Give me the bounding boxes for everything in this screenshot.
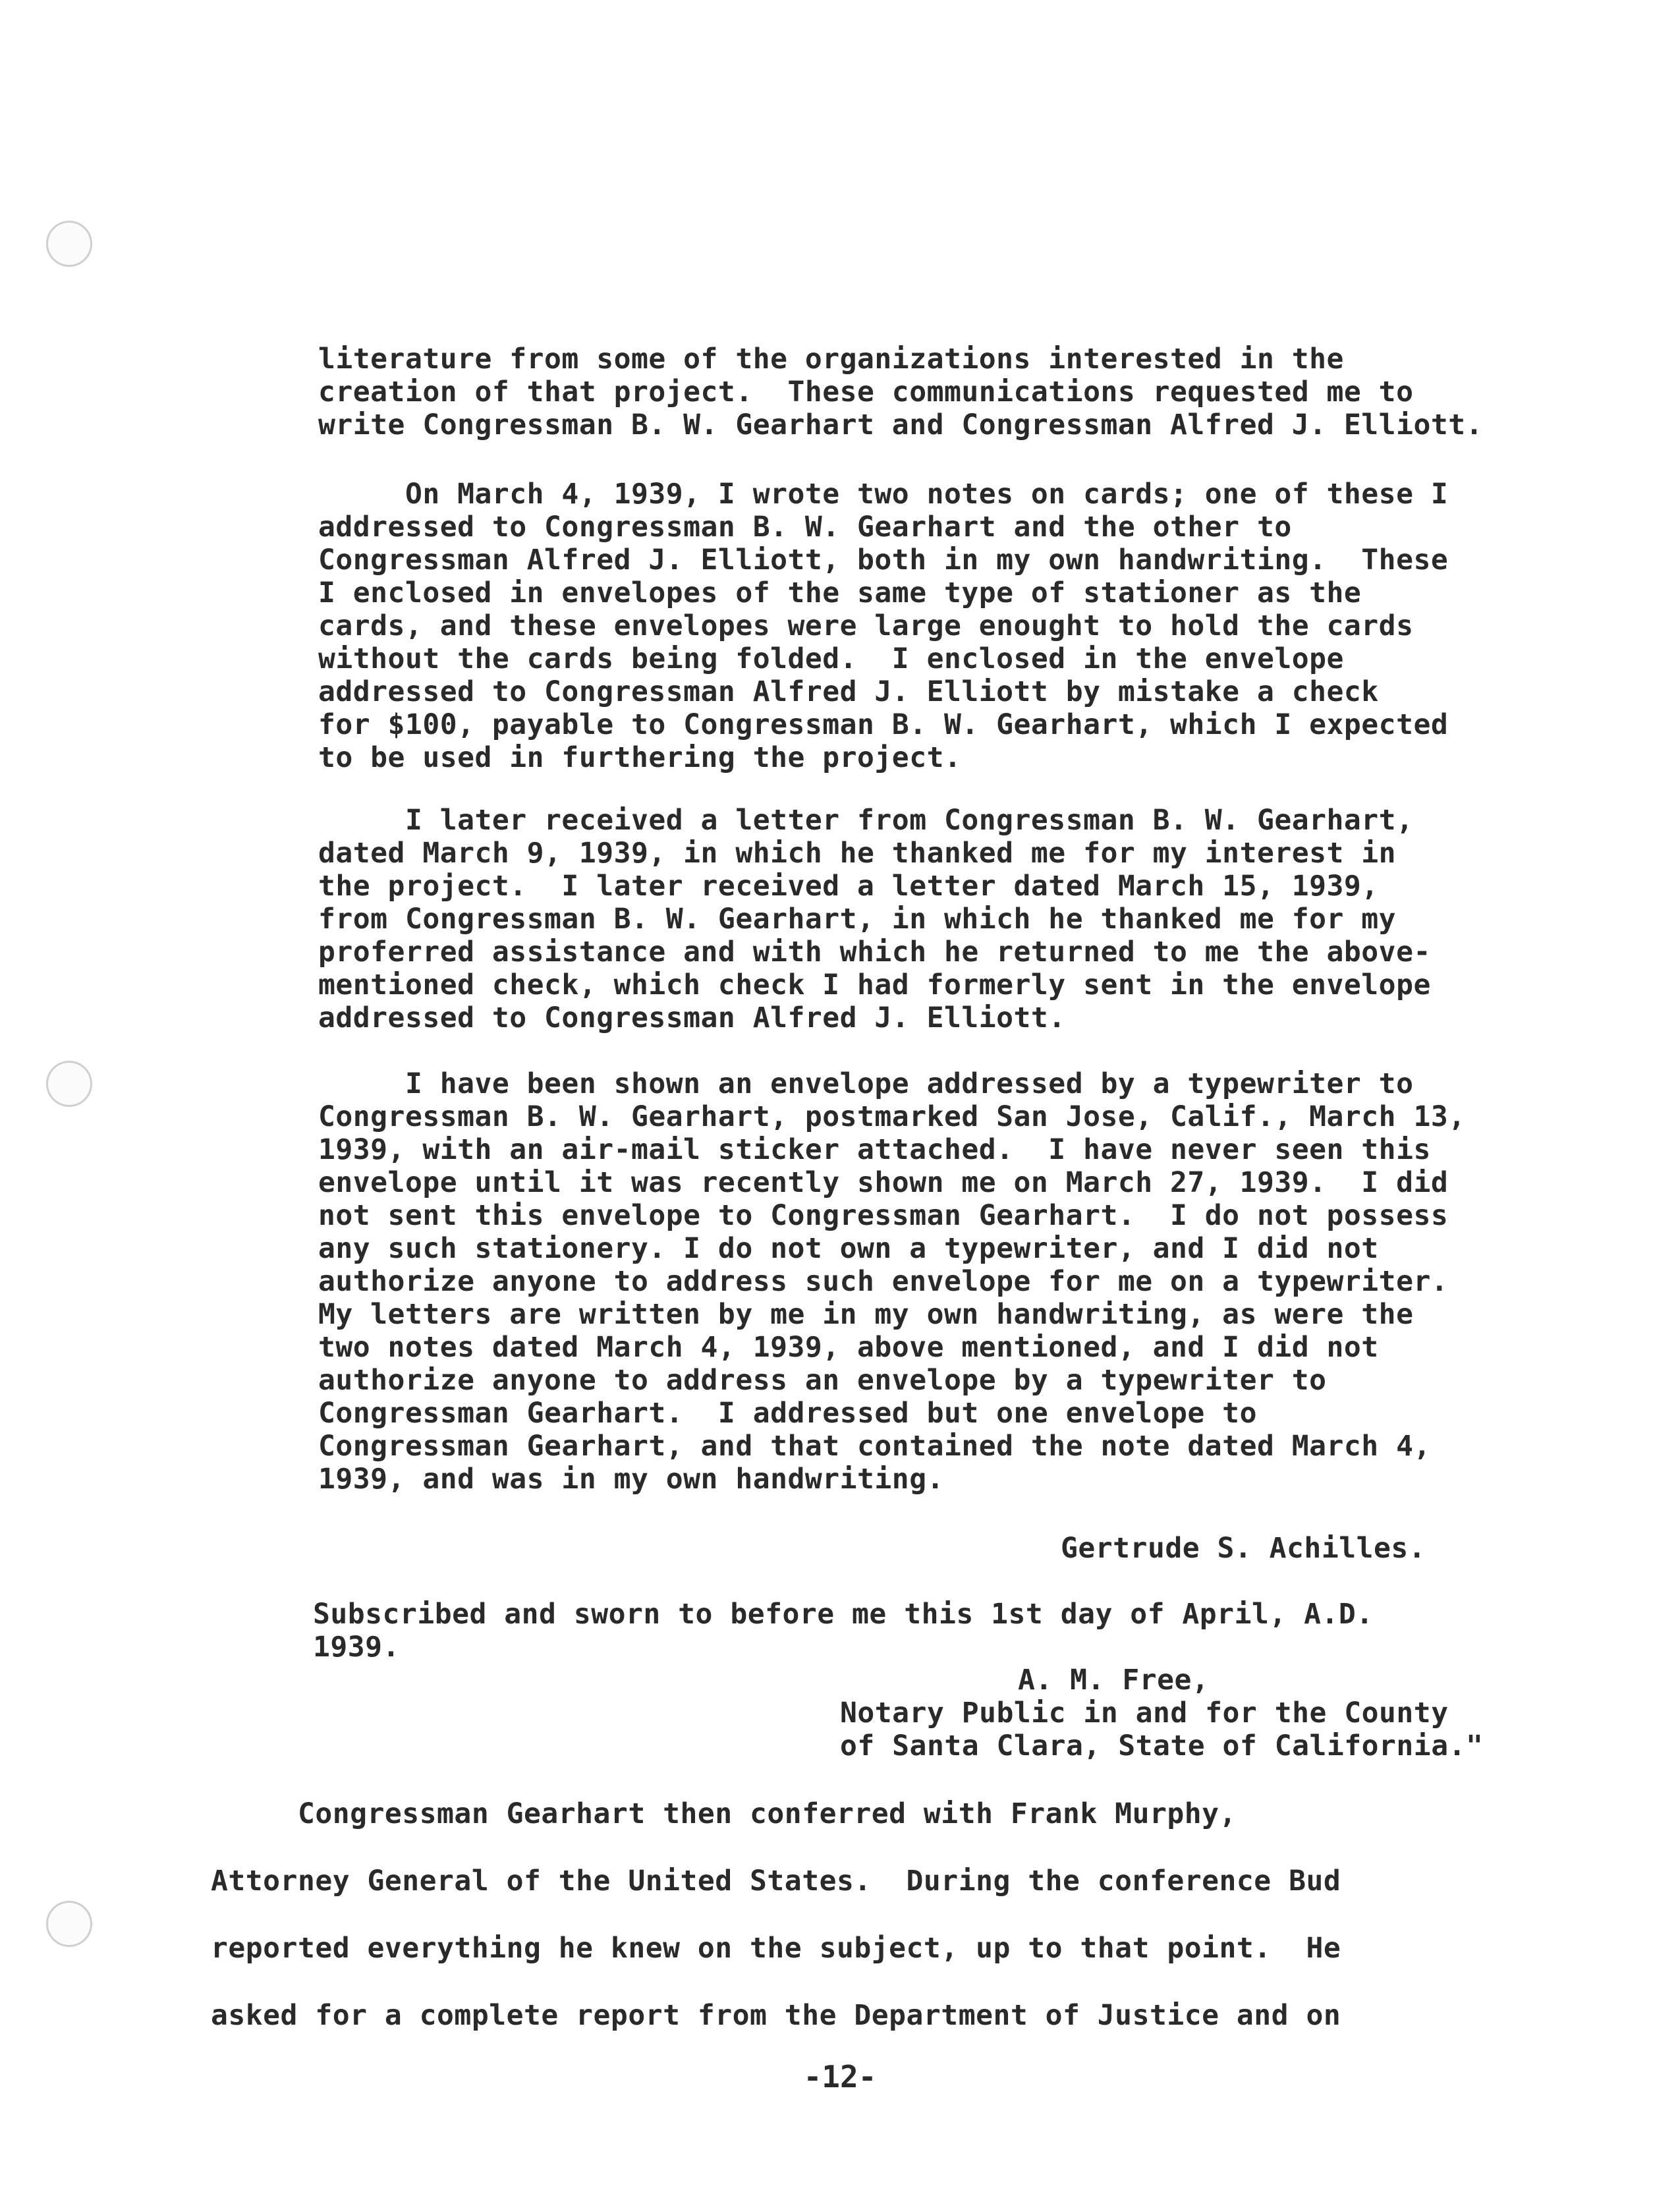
text-line: any such stationery. I do not own a typewriter, and I did not — [318, 1232, 1379, 1265]
text-line: literature from some of the organizations interested in the — [318, 343, 1344, 376]
text-line: reported everything he knew on the subject, up to that point. He — [211, 1932, 1341, 1965]
notary-name: A. M. Free, — [1018, 1664, 1210, 1697]
text-line: to be used in furthering the project. — [318, 741, 962, 774]
text-line: On March 4, 1939, I wrote two notes on cards; one of these I — [318, 478, 1449, 511]
text-line: 1939. — [313, 1631, 400, 1664]
text-line: authorize anyone to address an envelope by a typewriter to — [318, 1364, 1327, 1397]
punch-hole-bottom — [46, 1901, 92, 1947]
punch-hole-top — [46, 221, 92, 267]
text-line: addressed to Congressman Alfred J. Elliott. — [318, 1001, 1066, 1034]
text-line: Congressman Alfred J. Elliott, both in my own handwriting. These — [318, 544, 1449, 577]
page-number: -12- — [803, 2059, 877, 2095]
text-line: Congressman Gearhart. I addressed but one envelope to — [318, 1397, 1257, 1430]
text-line: the project. I later received a letter dated March 15, 1939, — [318, 870, 1379, 903]
text-line: authorize anyone to address such envelope for me on a typewriter. — [318, 1265, 1449, 1298]
text-line: Congressman Gearhart, and that contained the note dated March 4, — [318, 1430, 1431, 1463]
text-line: I enclosed in envelopes of the same type of stationer as the — [318, 577, 1362, 609]
text-line: for $100, payable to Congressman B. W. Gearhart, which I expected — [318, 708, 1449, 741]
text-line: cards, and these envelopes were large enought to hold the cards — [318, 609, 1414, 642]
text-line: of Santa Clara, State of California." — [840, 1730, 1484, 1762]
text-line: My letters are written by me in my own handwriting, as were the — [318, 1298, 1414, 1331]
text-line: addressed to Congressman B. W. Gearhart and the other to — [318, 511, 1292, 544]
text-line: not sent this envelope to Congressman Gearhart. I do not possess — [318, 1199, 1449, 1232]
text-line: two notes dated March 4, 1939, above mentioned, and I did not — [318, 1331, 1379, 1364]
text-line: write Congressman B. W. Gearhart and Congressman Alfred J. Elliott. — [318, 408, 1484, 441]
signature-name: Gertrude S. Achilles. — [1061, 1532, 1426, 1565]
text-line: from Congressman B. W. Gearhart, in which he thanked me for my — [318, 903, 1397, 936]
text-line: dated March 9, 1939, in which he thanked me for my interest in — [318, 837, 1397, 870]
text-line: without the cards being folded. I enclosed in the envelope — [318, 642, 1344, 675]
text-line: Subscribed and sworn to before me this 1st day of April, A.D. — [313, 1598, 1374, 1631]
text-line: 1939, with an air-mail sticker attached. I have never seen this — [318, 1133, 1431, 1166]
text-line: Attorney General of the United States. During the conference Bud — [211, 1865, 1341, 1898]
text-line: I have been shown an envelope addressed by a typewriter to — [318, 1067, 1414, 1100]
punch-hole-middle — [46, 1061, 92, 1107]
text-line: creation of that project. These communications requested me to — [318, 376, 1414, 408]
text-line: mentioned check, which check I had formerly sent in the envelope — [318, 969, 1431, 1001]
text-line: Congressman B. W. Gearhart, postmarked San Jose, Calif., March 13, — [318, 1100, 1466, 1133]
text-line: Congressman Gearhart then conferred with Frank Murphy, — [211, 1797, 1237, 1830]
text-line: 1939, and was in my own handwriting. — [318, 1463, 944, 1496]
text-line: Notary Public in and for the County — [840, 1697, 1449, 1730]
text-line: addressed to Congressman Alfred J. Elliott by mistake a check — [318, 675, 1379, 708]
text-line: envelope until it was recently shown me on March 27, 1939. I did — [318, 1166, 1449, 1199]
text-line: asked for a complete report from the Department of Justice and on — [211, 1999, 1341, 2032]
text-line: proferred assistance and with which he returned to me the above- — [318, 936, 1431, 969]
text-line: I later received a letter from Congressman B. W. Gearhart, — [318, 804, 1414, 837]
